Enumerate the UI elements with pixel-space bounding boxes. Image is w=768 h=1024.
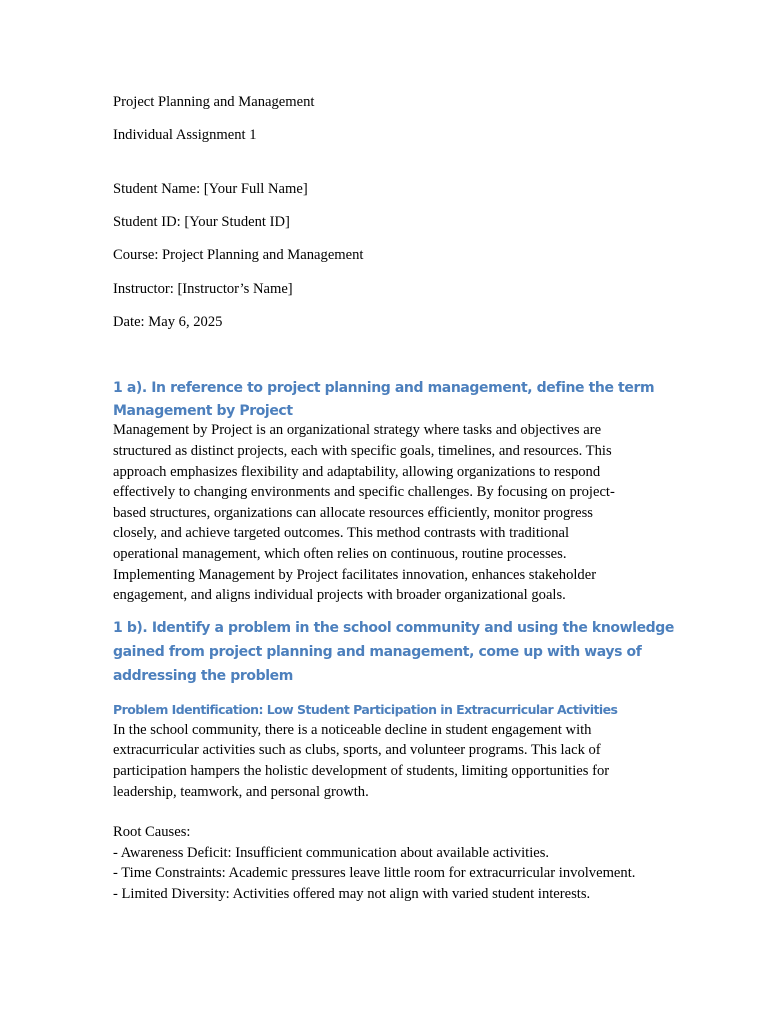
instructor-line: Instructor: [Instructor’s Name] bbox=[113, 280, 293, 297]
section-1b-heading-line: 1 b). Identify a problem in the school community and using the knowledge bbox=[113, 619, 674, 636]
body-line: effectively to changing environments and specific challenges. By focusing on project- bbox=[113, 484, 615, 501]
body-line: Implementing Management by Project facilitates innovation, enhances stakeholder bbox=[113, 566, 597, 583]
section-1a-heading-line: Management by Project bbox=[113, 403, 293, 420]
body-line: participation hampers the holistic development of students, limiting opportunities for bbox=[113, 763, 610, 780]
course-title: Project Planning and Management bbox=[113, 94, 315, 110]
root-cause-item: - Limited Diversity: Activities offered may not align with varied student interests. bbox=[113, 885, 591, 902]
section-1b-subheading: Problem Identification: Low Student Participation in Extracurricular Activities bbox=[113, 701, 618, 717]
section-1a bbox=[113, 376, 668, 605]
root-causes bbox=[113, 822, 668, 904]
section-1b-heading-line: addressing the problem bbox=[113, 667, 293, 684]
student-id: Student ID: [Your Student ID] bbox=[113, 214, 290, 231]
body-line: operational management, which often relies on continuous, routine processes. bbox=[113, 546, 567, 563]
section-1a-heading-line: 1 a). In reference to project planning and management, define the term bbox=[113, 380, 655, 397]
assignment-title: Individual Assignment 1 bbox=[113, 127, 257, 144]
section-1b-body bbox=[113, 720, 668, 802]
date-line: Date: May 6, 2025 bbox=[113, 313, 223, 330]
student-name: Student Name: [Your Full Name] bbox=[113, 180, 308, 197]
root-causes-label: Root Causes: bbox=[113, 824, 191, 841]
body-line: closely, and achieve targeted outcomes. This method contrasts with traditional bbox=[113, 525, 570, 542]
body-line: structured as distinct projects, each with specific goals, timelines, and resources. This bbox=[113, 443, 612, 460]
root-cause-item: - Awareness Deficit: Insufficient communication about available activities. bbox=[113, 844, 550, 861]
body-line: extracurricular activities such as clubs, sports, and volunteer programs. This lack of bbox=[113, 742, 601, 759]
section-1b bbox=[113, 616, 674, 905]
body-line: Management by Project is an organizational strategy where tasks and objectives are bbox=[113, 422, 602, 439]
section-1a-body bbox=[113, 420, 668, 605]
body-line: In the school community, there is a noticeable decline in student engagement with bbox=[113, 721, 592, 738]
course-line: Course: Project Planning and Management bbox=[113, 247, 364, 264]
section-1b-heading-line: gained from project planning and management, come up with ways of bbox=[113, 643, 642, 660]
body-line: based structures, organizations can allocate resources efficiently, monitor progress bbox=[113, 504, 593, 521]
body-line: engagement, and aligns individual projects with broader organizational goals. bbox=[113, 587, 566, 604]
body-line: approach emphasizes flexibility and adaptability, allowing organizations to respond bbox=[113, 463, 601, 480]
body-line: leadership, teamwork, and personal growth. bbox=[113, 783, 369, 800]
root-cause-item: - Time Constraints: Academic pressures leave little room for extracurricular involvement. bbox=[113, 865, 636, 882]
